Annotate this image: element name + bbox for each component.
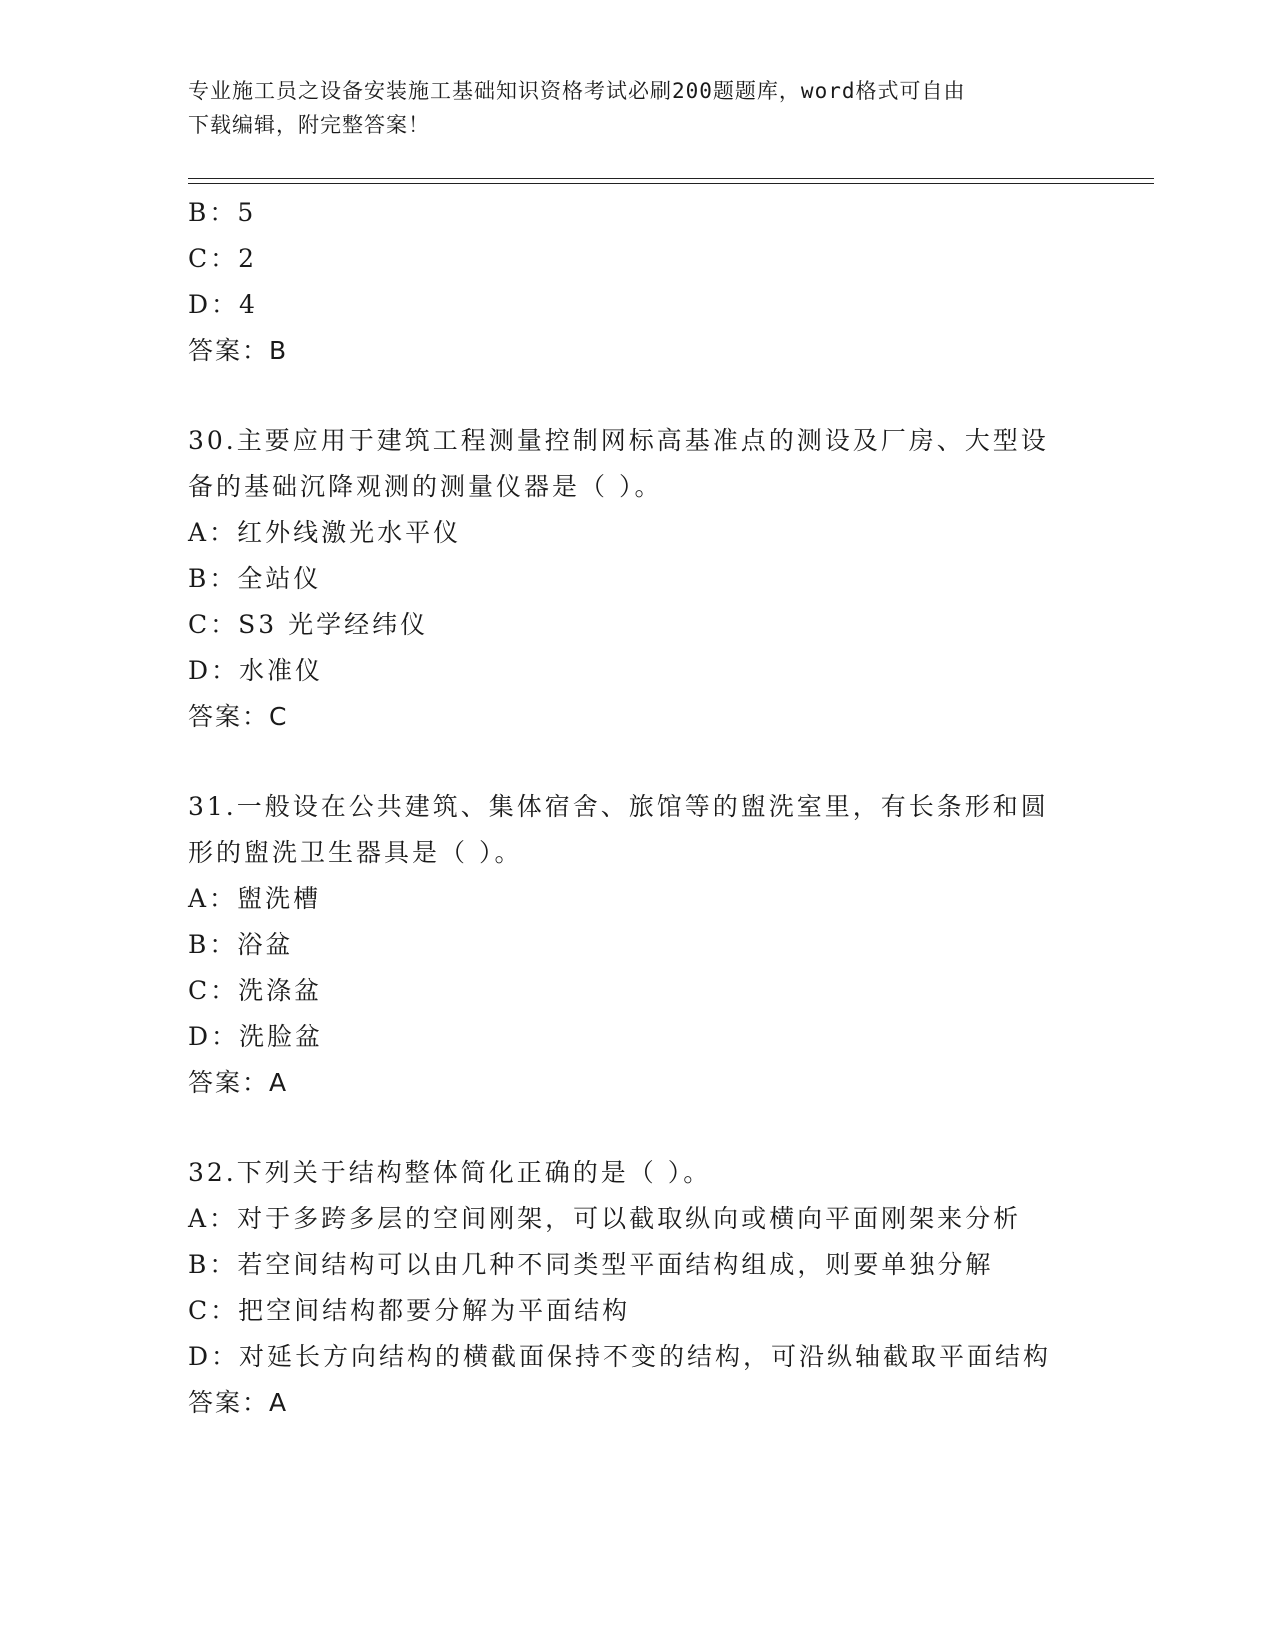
- question-stem-line: 31.一般设在公共建筑、集体宿舍、旅馆等的盥洗室里，有长条形和圆: [188, 792, 1049, 821]
- option-key: D：: [188, 290, 240, 319]
- option-key: C：: [188, 1296, 239, 1325]
- header-line-1: 专业施工员之设备安装施工基础知识资格考试必刷200题题库，word格式可自由: [188, 79, 966, 103]
- option-d: [188, 282, 1148, 328]
- question-list: [188, 190, 1148, 1426]
- option-key: C：: [188, 976, 239, 1005]
- question-31: [188, 784, 1148, 1106]
- option-key: B：: [188, 1250, 238, 1279]
- option-key: D：: [188, 1022, 240, 1051]
- option-key: A：: [188, 884, 238, 913]
- option-c: [188, 968, 1148, 1014]
- option-text: 全站仪: [237, 564, 322, 593]
- option-c: [188, 1288, 1148, 1334]
- option-b: [188, 190, 1148, 236]
- question-30: [188, 418, 1148, 740]
- option-b: [188, 1242, 1148, 1288]
- question-32: [188, 1150, 1148, 1426]
- option-text: 把空间结构都要分解为平面结构: [238, 1296, 631, 1325]
- option-text: S3 光学经纬仪: [238, 610, 429, 639]
- option-key: D：: [188, 1342, 240, 1371]
- question-stem-line: 32.下列关于结构整体简化正确的是（ ）。: [188, 1158, 712, 1187]
- option-key: C：: [188, 610, 239, 639]
- option-c: [188, 602, 1148, 648]
- option-text: 浴盆: [237, 930, 294, 959]
- option-text: 红外线激光水平仪: [237, 518, 462, 547]
- option-key: B：: [188, 930, 238, 959]
- option-text: 2: [238, 244, 258, 273]
- option-key: C：: [188, 244, 239, 273]
- answer-line: 答案：A: [188, 1068, 289, 1097]
- option-text: 对延长方向结构的横截面保持不变的结构，可沿纵轴截取平面结构: [239, 1342, 1052, 1371]
- option-d: [188, 1014, 1148, 1060]
- option-c: [188, 236, 1148, 282]
- header-divider-bottom: [188, 183, 1154, 184]
- answer-line: 答案：B: [188, 336, 289, 365]
- option-text: 若空间结构可以由几种不同类型平面结构组成，则要单独分解: [237, 1250, 994, 1279]
- question-stem-line: 备的基础沉降观测的测量仪器是（ ）。: [188, 472, 663, 501]
- option-a: [188, 876, 1148, 922]
- header-line-2: 下载编辑，附完整答案！: [188, 113, 430, 137]
- document-header: [188, 74, 1088, 142]
- option-text: 5: [237, 198, 257, 227]
- answer-line: 答案：C: [188, 702, 289, 731]
- option-text: 洗涤盆: [238, 976, 323, 1005]
- option-a: [188, 1196, 1148, 1242]
- option-b: [188, 922, 1148, 968]
- option-key: A：: [188, 1204, 238, 1233]
- option-text: 4: [239, 290, 258, 319]
- option-text: 水准仪: [239, 656, 324, 685]
- header-divider-top: [188, 178, 1154, 179]
- option-d: [188, 648, 1148, 694]
- option-b: [188, 556, 1148, 602]
- option-a: [188, 510, 1148, 556]
- option-text: 盥洗槽: [237, 884, 322, 913]
- answer-line: 答案：A: [188, 1388, 289, 1417]
- question-stem-line: 形的盥洗卫生器具是（ ）。: [188, 838, 523, 867]
- option-key: A：: [188, 518, 238, 547]
- option-key: B：: [188, 564, 238, 593]
- question-stem-line: 30.主要应用于建筑工程测量控制网标高基准点的测设及厂房、大型设: [188, 426, 1049, 455]
- option-d: [188, 1334, 1148, 1380]
- option-key: D：: [188, 656, 240, 685]
- option-text: 洗脸盆: [239, 1022, 324, 1051]
- partial-question: [188, 190, 1148, 374]
- option-text: 对于多跨多层的空间刚架，可以截取纵向或横向平面刚架来分析: [237, 1204, 1022, 1233]
- option-key: B：: [188, 198, 238, 227]
